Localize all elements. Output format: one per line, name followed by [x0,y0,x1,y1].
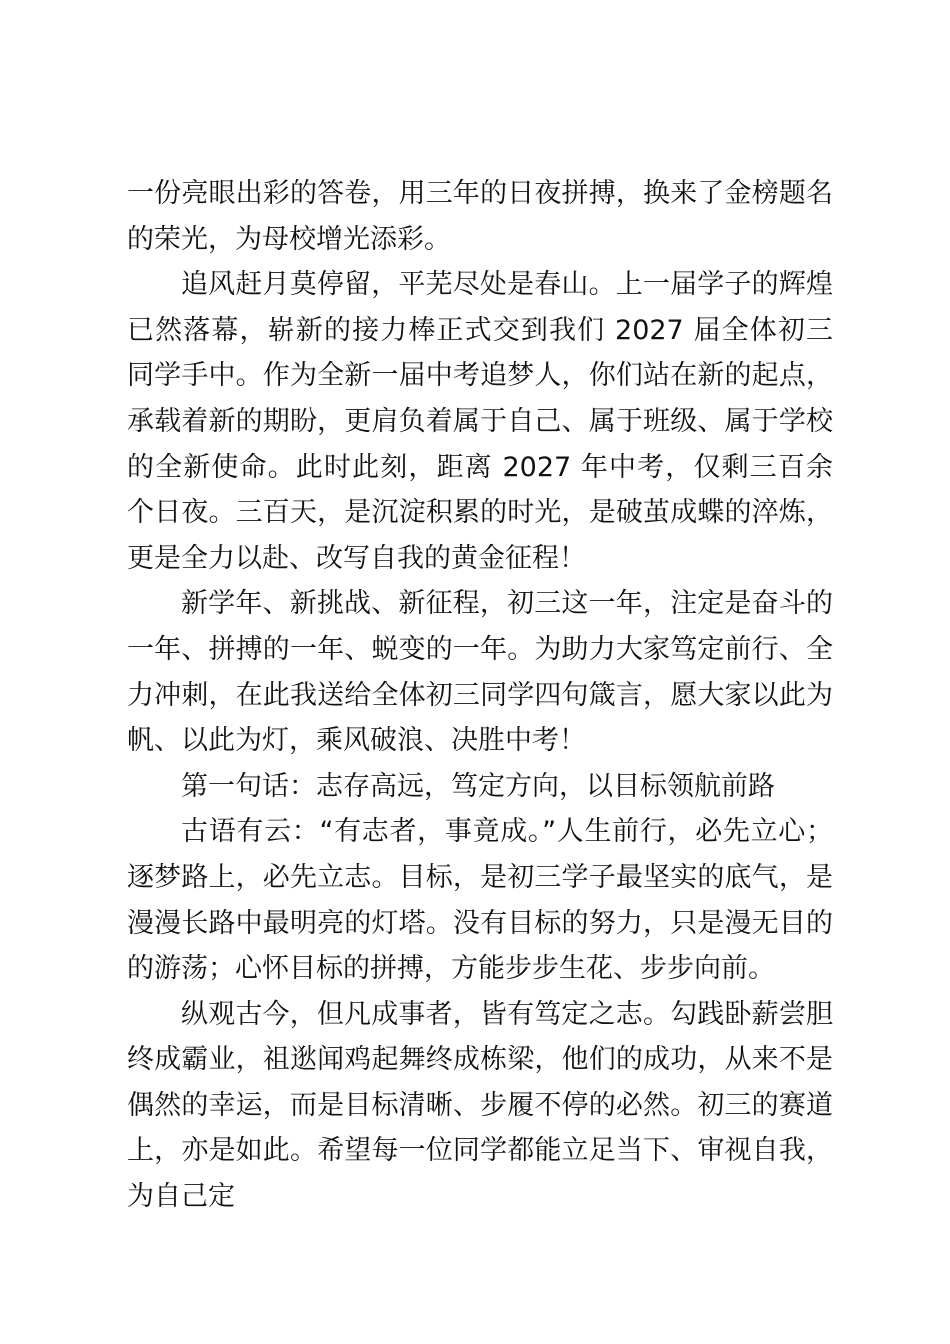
paragraph-goal-importance: 古语有云：“有志者，事竟成。”人生前行，必先立心；逐梦路上，必先立志。目标，是初三学子最坚实的底气，是漫漫长路中最明亮的灯塔。没有目标的努力，只是漫无目的的游荡；心怀目标的拼搏，方能步步生花、步步向前。 [127,816,833,985]
paragraph-continuation: 一份亮眼出彩的答卷，用三年的日夜拼搏，换来了金榜题名的荣光，为母校增光添彩。 [127,178,833,255]
paragraph-four-mottos-intro: 新学年、新挑战、新征程，初三这一年，注定是奋斗的一年、拼搏的一年、蜕变的一年。为助力大家笃定前行、全力冲刺，在此我送给全体初三同学四句箴言，愿大家以此为帆、以此为灯，乘风破浪、决胜中考！ [127,588,833,757]
paragraph-new-start: 追风赶月莫停留，平芜尽处是春山。上一届学子的辉煌已然落幕，崭新的接力棒正式交到我们 2027 届全体初三同学手中。作为全新一届中考追梦人，你们站在新的起点，承载着新的期盼，更肩负着属于自己、属于班级、属于学校的全新使命。此时此刻，距离 2027 年中考，仅剩三百余个日夜。三百天，是沉淀积累的时光，是破茧成蝶的淬炼，更是全力以赴、改写自我的黄金征程！ [127,269,833,574]
document-body [127,171,833,1220]
section-heading-first-motto: 第一句话：志存高远，笃定方向，以目标领航前路 [181,770,775,802]
paragraph-historical-examples: 纵观古今，但凡成事者，皆有笃定之志。勾践卧薪尝胆终成霸业，祖逖闻鸡起舞终成栋梁，他们的成功，从来不是偶然的幸运，而是目标清晰、步履不停的必然。初三的赛道上，亦是如此。希望每一位同学都能立足当下、审视自我，为自己定 [127,998,833,1213]
